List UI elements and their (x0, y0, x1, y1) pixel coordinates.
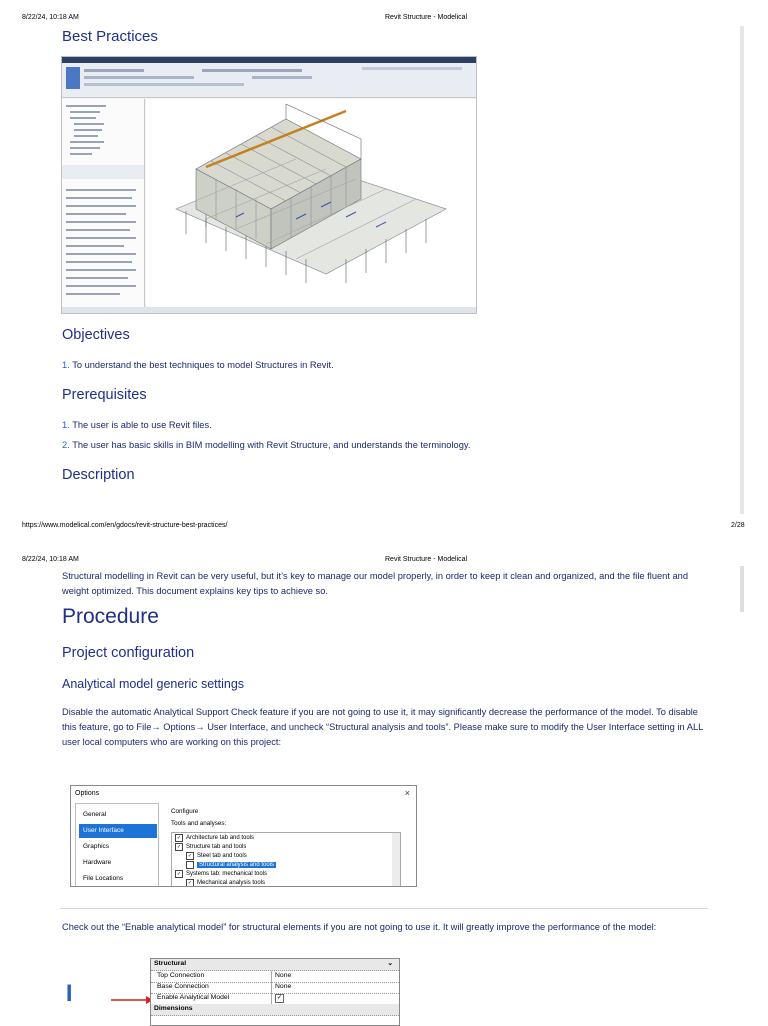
tools-list (171, 832, 401, 887)
prerequisite-item-1-text: The user is able to use Revit files. (72, 420, 212, 430)
checkbox[interactable]: ✓ (187, 880, 193, 886)
intro-paragraph: Structural modelling in Revit can be very useful, but it’s key to manage our model properly, in order to keep it clean and organized, and the file fluent and weight optimized. This document explains key tips to achieve so. (62, 571, 689, 596)
options-dialog (70, 785, 417, 887)
procedure-heading: Procedure (62, 605, 159, 628)
tool-row[interactable] (175, 870, 267, 878)
prerequisite-item-1-number: 1. (62, 420, 70, 430)
text-cursor-icon: I (64, 982, 75, 1007)
description-heading: Description (62, 467, 135, 483)
prerequisite-item-2 (62, 440, 470, 450)
prop-key: Top Connection (157, 972, 205, 979)
checkbox[interactable]: ✓ (176, 835, 182, 841)
nav-item-general[interactable]: General (83, 811, 107, 818)
tool-label: Steel tab and tools (197, 853, 247, 859)
tool-label: Systems tab: mechanical tools (186, 871, 268, 877)
properties-section-row (151, 959, 399, 971)
nav-item-file-locations[interactable]: File Locations (83, 875, 124, 882)
structural-model-illustration (146, 99, 476, 309)
tool-row-structural-analysis[interactable] (186, 861, 276, 869)
collapse-icon[interactable]: ⌄ (387, 960, 393, 967)
divider (60, 908, 708, 909)
tool-row[interactable] (186, 852, 247, 860)
properties-panel (150, 958, 400, 1026)
prop-key: Base Connection (157, 983, 209, 990)
revit-project-browser (62, 99, 145, 309)
prerequisite-item-2-text: The user has basic skills in BIM modelling with Revit Structure, and understands the terminology. (72, 440, 471, 450)
nav-item-hardware[interactable]: Hardware (83, 859, 112, 866)
checkbox[interactable] (186, 861, 194, 869)
column-divider (271, 993, 272, 1004)
nav-item-user-interface[interactable]: User Interface (79, 824, 157, 838)
checkbox[interactable]: ✓ (187, 853, 193, 859)
tool-row[interactable] (175, 834, 254, 842)
analytical-paragraph: Disable the automatic Analytical Support Check feature if you are not going to use it, it may significantly decrease the performance of the model. To disable this feature, go to File→ Options→ User Interface, and uncheck “Structural analysis and tools”. Please make sure to modify the User Interface setting in ALL user local computers who are working on this project: (62, 707, 703, 747)
enable-analytical-paragraph: Check out the “Enable analytical model” for structural elements if you are not going to use it. It will greatly improve the performance of the model: (62, 922, 657, 932)
page2-header-datetime: 8/22/24, 10:18 AM (22, 556, 79, 563)
page1-footer-page: 2/28 (731, 522, 745, 529)
page1-header-title: Revit Structure - Modelical (385, 14, 468, 21)
page1-scrollbar[interactable] (740, 26, 744, 514)
page2-scrollbar[interactable] (740, 566, 744, 612)
options-nav (75, 803, 159, 887)
tool-label: Structural analysis and tools (199, 862, 275, 868)
checkbox[interactable]: ✓ (176, 871, 182, 877)
analytical-settings-heading: Analytical model generic settings (62, 677, 245, 691)
column-divider (271, 982, 272, 993)
prop-row-dimensions (151, 1004, 399, 1016)
revit-ribbon (62, 63, 476, 98)
revit-model-screenshot (61, 56, 477, 314)
properties-section-label: Structural (154, 960, 187, 967)
objective-item-1-number: 1. (62, 360, 70, 370)
tools-label: Tools and analyses: (171, 820, 227, 827)
options-dialog-title: Options (75, 790, 100, 797)
page1-section-title: Best Practices (62, 28, 158, 45)
prop-key: Dimensions (154, 1005, 193, 1012)
objectives-heading: Objectives (62, 327, 130, 343)
configure-label: Configure (171, 808, 199, 815)
tools-scrollbar[interactable] (392, 833, 400, 886)
page1-header-datetime: 8/22/24, 10:18 AM (22, 14, 79, 21)
nav-item-graphics[interactable]: Graphics (83, 843, 110, 850)
tool-label: Mechanical analysis tools (197, 880, 266, 886)
prop-key: Enable Analytical Model (157, 994, 230, 1001)
page2-header-title: Revit Structure - Modelical (385, 556, 468, 563)
prerequisite-item-1 (62, 420, 212, 430)
prop-value[interactable]: None (275, 972, 292, 979)
tool-row[interactable] (186, 879, 265, 887)
objective-item-1-text: To understand the best techniques to model Structures in Revit. (72, 360, 334, 370)
red-arrow-icon (110, 994, 154, 1006)
column-divider (271, 971, 272, 982)
close-icon[interactable]: × (404, 788, 410, 798)
objective-item-1 (62, 360, 334, 370)
prop-value[interactable]: None (275, 983, 292, 990)
revit-3d-view (146, 99, 476, 309)
tool-row[interactable] (175, 843, 246, 851)
tool-label: Architecture tab and tools (186, 835, 255, 841)
prerequisite-item-2-number: 2. (62, 440, 70, 450)
prerequisites-heading: Prerequisites (62, 387, 147, 403)
project-configuration-heading: Project configuration (62, 645, 195, 661)
tool-label: Structure tab and tools (186, 844, 247, 850)
revit-statusbar (62, 307, 476, 313)
checkbox[interactable]: ✓ (176, 844, 182, 850)
page1-footer-url[interactable]: https://www.modelical.com/en/gdocs/revit-structure-best-practices/ (22, 522, 228, 529)
enable-analytical-checkbox[interactable]: ✓ (276, 995, 283, 1001)
